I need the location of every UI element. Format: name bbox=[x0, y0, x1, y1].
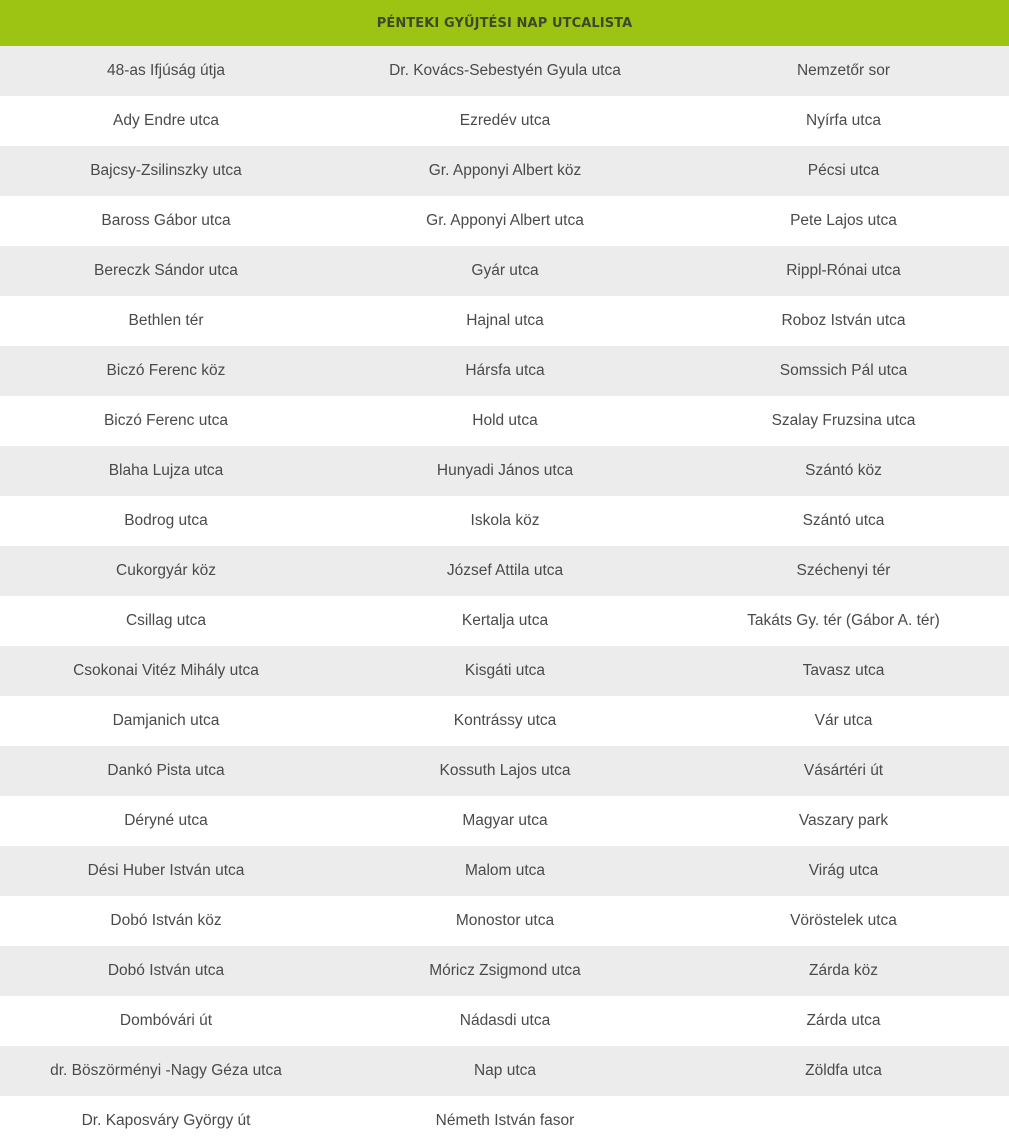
street-name-cell: Gyár utca bbox=[332, 246, 678, 296]
street-name-cell: Déryné utca bbox=[0, 796, 332, 846]
table-body bbox=[0, 46, 1009, 1146]
table-row bbox=[0, 846, 1009, 896]
table-row bbox=[0, 996, 1009, 1046]
table-row bbox=[0, 746, 1009, 796]
street-name-cell: Zárda köz bbox=[678, 946, 1009, 996]
street-name-cell: Kertalja utca bbox=[332, 596, 678, 646]
street-name-cell: Széchenyi tér bbox=[678, 546, 1009, 596]
street-name-cell: Tavasz utca bbox=[678, 646, 1009, 696]
street-name-cell bbox=[678, 1096, 1009, 1146]
table-row bbox=[0, 96, 1009, 146]
street-name-cell: Virág utca bbox=[678, 846, 1009, 896]
street-name-cell: Takáts Gy. tér (Gábor A. tér) bbox=[678, 596, 1009, 646]
street-name-cell: Malom utca bbox=[332, 846, 678, 896]
street-name-cell: Csillag utca bbox=[0, 596, 332, 646]
street-name-cell: Dési Huber István utca bbox=[0, 846, 332, 896]
street-name-cell: Hunyadi János utca bbox=[332, 446, 678, 496]
street-name-cell: Nádasdi utca bbox=[332, 996, 678, 1046]
street-name-cell: Dr. Kovács-Sebestyén Gyula utca bbox=[332, 46, 678, 96]
street-name-cell: Dobó István köz bbox=[0, 896, 332, 946]
street-name-cell: Ady Endre utca bbox=[0, 96, 332, 146]
table-row bbox=[0, 896, 1009, 946]
street-name-cell: Nyírfa utca bbox=[678, 96, 1009, 146]
street-name-cell: Kisgáti utca bbox=[332, 646, 678, 696]
street-name-cell: Dombóvári út bbox=[0, 996, 332, 1046]
street-name-cell: József Attila utca bbox=[332, 546, 678, 596]
street-name-cell: Damjanich utca bbox=[0, 696, 332, 746]
street-name-cell: Vöröstelek utca bbox=[678, 896, 1009, 946]
street-name-cell: Magyar utca bbox=[332, 796, 678, 846]
street-name-cell: Dr. Kaposváry György út bbox=[0, 1096, 332, 1146]
street-name-cell: Zárda utca bbox=[678, 996, 1009, 1046]
table-row bbox=[0, 296, 1009, 346]
street-name-cell: Pécsi utca bbox=[678, 146, 1009, 196]
street-name-cell: Bereczk Sándor utca bbox=[0, 246, 332, 296]
table-row bbox=[0, 596, 1009, 646]
table-header-row bbox=[0, 0, 1009, 46]
street-name-cell: Rippl-Rónai utca bbox=[678, 246, 1009, 296]
street-name-cell: Roboz István utca bbox=[678, 296, 1009, 346]
street-name-cell: Hold utca bbox=[332, 396, 678, 446]
street-name-cell: Monostor utca bbox=[332, 896, 678, 946]
street-name-cell: Iskola köz bbox=[332, 496, 678, 546]
street-name-cell: Vásártéri út bbox=[678, 746, 1009, 796]
table-row bbox=[0, 346, 1009, 396]
street-name-cell: Bethlen tér bbox=[0, 296, 332, 346]
street-name-cell: Dobó István utca bbox=[0, 946, 332, 996]
street-name-cell: Blaha Lujza utca bbox=[0, 446, 332, 496]
table-row bbox=[0, 146, 1009, 196]
street-name-cell: Somssich Pál utca bbox=[678, 346, 1009, 396]
street-name-cell: Kossuth Lajos utca bbox=[332, 746, 678, 796]
table-title: PÉNTEKI GYŰJTÉSI NAP UTCALISTA bbox=[0, 0, 1009, 46]
street-name-cell: Vaszary park bbox=[678, 796, 1009, 846]
table-row bbox=[0, 1096, 1009, 1146]
street-name-cell: Biczó Ferenc köz bbox=[0, 346, 332, 396]
street-name-cell: Csokonai Vitéz Mihály utca bbox=[0, 646, 332, 696]
street-name-cell: Dankó Pista utca bbox=[0, 746, 332, 796]
street-name-cell: Bajcsy-Zsilinszky utca bbox=[0, 146, 332, 196]
table-row bbox=[0, 646, 1009, 696]
street-name-cell: Hajnal utca bbox=[332, 296, 678, 346]
table-row bbox=[0, 796, 1009, 846]
street-name-cell: Kontrássy utca bbox=[332, 696, 678, 746]
street-name-cell: Szalay Fruzsina utca bbox=[678, 396, 1009, 446]
street-name-cell: dr. Böszörményi -Nagy Géza utca bbox=[0, 1046, 332, 1096]
street-name-cell: Szántó utca bbox=[678, 496, 1009, 546]
street-name-cell: Móricz Zsigmond utca bbox=[332, 946, 678, 996]
street-name-cell: Gr. Apponyi Albert utca bbox=[332, 196, 678, 246]
street-name-cell: Pete Lajos utca bbox=[678, 196, 1009, 246]
street-name-cell: 48-as Ifjúság útja bbox=[0, 46, 332, 96]
street-name-cell: Cukorgyár köz bbox=[0, 546, 332, 596]
table-row bbox=[0, 196, 1009, 246]
street-name-cell: Zöldfa utca bbox=[678, 1046, 1009, 1096]
table-row bbox=[0, 696, 1009, 746]
table-row bbox=[0, 1046, 1009, 1096]
street-name-cell: Vár utca bbox=[678, 696, 1009, 746]
table-row bbox=[0, 396, 1009, 446]
street-name-cell: Bodrog utca bbox=[0, 496, 332, 546]
street-name-cell: Nemzetőr sor bbox=[678, 46, 1009, 96]
table-row bbox=[0, 496, 1009, 546]
street-name-cell: Németh István fasor bbox=[332, 1096, 678, 1146]
table-row bbox=[0, 446, 1009, 496]
street-name-cell: Biczó Ferenc utca bbox=[0, 396, 332, 446]
table-row bbox=[0, 246, 1009, 296]
street-name-cell: Hársfa utca bbox=[332, 346, 678, 396]
street-name-cell: Ezredév utca bbox=[332, 96, 678, 146]
table-row bbox=[0, 46, 1009, 96]
table-row bbox=[0, 946, 1009, 996]
street-name-cell: Szántó köz bbox=[678, 446, 1009, 496]
table-row bbox=[0, 546, 1009, 596]
street-name-cell: Baross Gábor utca bbox=[0, 196, 332, 246]
street-name-cell: Gr. Apponyi Albert köz bbox=[332, 146, 678, 196]
street-name-cell: Nap utca bbox=[332, 1046, 678, 1096]
